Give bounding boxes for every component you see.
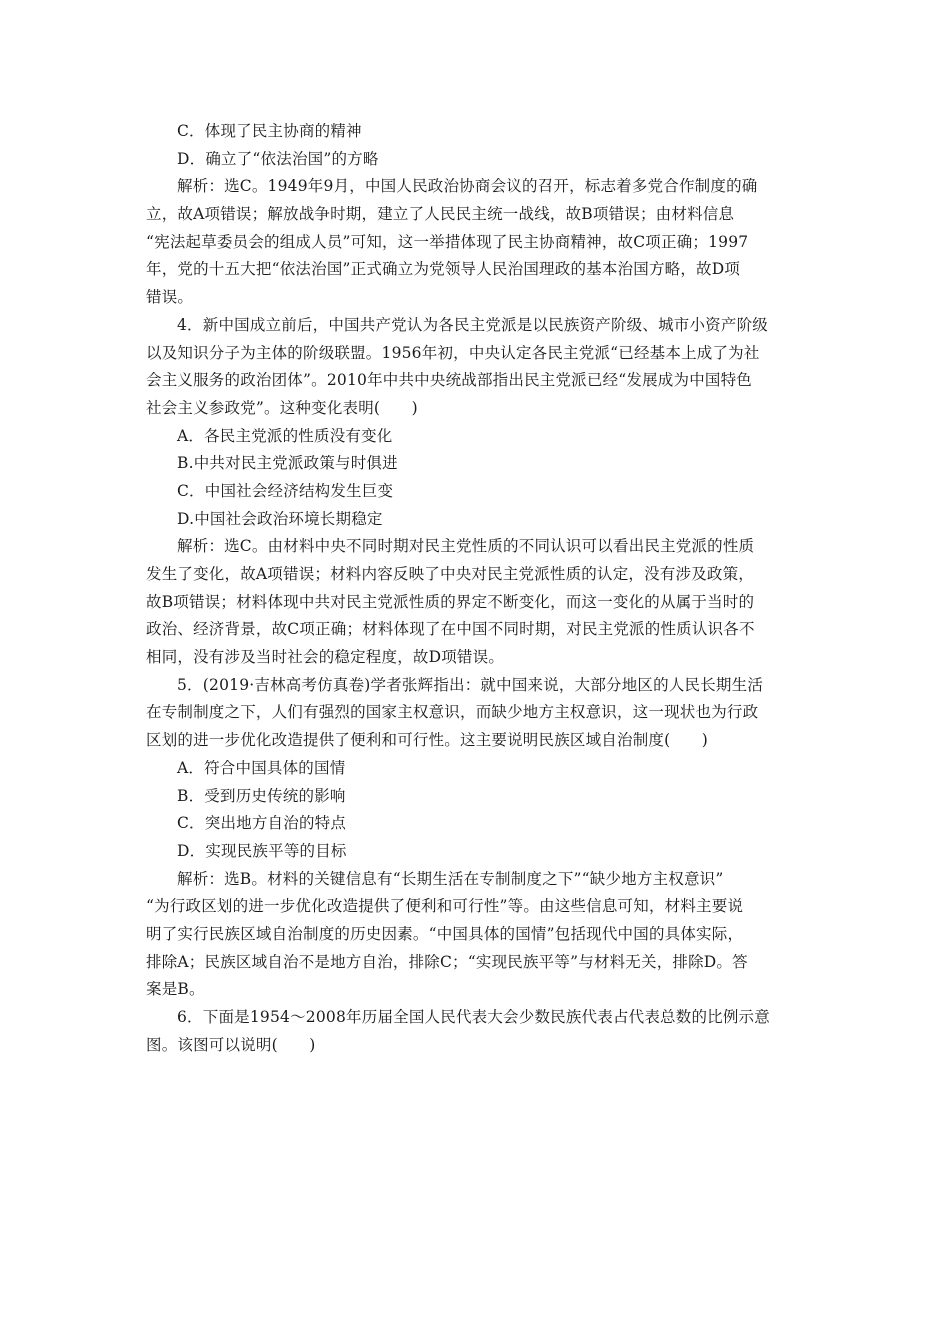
question-line: 会主义服务的政治团体”。2010年中共中央统战部指出民主党派已经“发展成为中国特色 xyxy=(146,371,752,390)
option-b: B．受到历史传统的影响 xyxy=(177,786,346,805)
question-line: 以及知识分子为主体的阶级联盟。1956年初，中央认定各民主党派“已经基本上成了为社 xyxy=(146,343,760,362)
option-d: D．实现民族平等的目标 xyxy=(177,841,347,860)
analysis-line: “为行政区划的进一步优化改造提供了便利和可行性”等。由这些信息可知，材料主要说 xyxy=(146,897,744,916)
analysis-line: 错误。 xyxy=(146,288,194,307)
option-b: B.中共对民主党派政策与时俱进 xyxy=(177,454,398,473)
analysis-paragraph: 解析：选C。1949年9月，中国人民政治协商会议的召开，标志着多党合作制度的确 xyxy=(177,177,758,196)
analysis-line: 发生了变化，故A项错误；材料内容反映了中央对民主党派性质的认定，没有涉及政策， xyxy=(146,565,754,583)
option-c: C．中国社会经济结构发生巨变 xyxy=(177,481,394,500)
analysis-line: 年，党的十五大把“依法治国”正式确立为党领导人民治国理政的基本治国方略，故D项 xyxy=(146,260,741,279)
analysis-line: “宪法起草委员会的组成人员”可知，这一举措体现了民主协商精神，故C项正确；1997 xyxy=(146,232,749,251)
analysis-line: 故B项错误；材料体现中共对民主党派性质的界定不断变化，而这一变化的从属于当时的 xyxy=(146,592,755,611)
question-line: 社会主义参政党”。这种变化表明( ) xyxy=(146,398,418,417)
question-line: 图。该图可以说明( ) xyxy=(146,1035,316,1054)
option-d: D．确立了“依法治国”的方略 xyxy=(177,149,379,168)
question-4: 4．新中国成立前后，中国共产党认为各民主党派是以民族资产阶级、城市小资产阶级 xyxy=(177,315,768,334)
option-a: A．各民主党派的性质没有变化 xyxy=(177,426,393,445)
question-6: 6．下面是1954～2008年历届全国人民代表大会少数民族代表占代表总数的比例示意 xyxy=(177,1008,770,1026)
analysis-paragraph: 解析：选C。由材料中央不同时期对民主党性质的不同认识可以看出民主党派的性质 xyxy=(177,537,755,556)
analysis-line: 案是B。 xyxy=(146,980,205,999)
option-c: C．突出地方自治的特点 xyxy=(177,814,347,833)
question-5: 5．(2019·吉林高考仿真卷)学者张辉指出：就中国来说，大部分地区的人民长期生活 xyxy=(177,675,764,694)
question-line: 在专制制度之下，人们有强烈的国家主权意识，而缺少地方主权意识，这一现状也为行政 xyxy=(146,703,759,722)
analysis-line: 立，故A项错误；解放战争时期，建立了人民民主统一战线，故B项错误；由材料信息 xyxy=(146,205,735,224)
question-line: 区划的进一步优化改造提供了便利和可行性。这主要说明民族区域自治制度( ) xyxy=(146,731,708,750)
analysis-line: 政治、经济背景，故C项正确；材料体现了在中国不同时期，对民主党派的性质认识各不 xyxy=(146,620,755,639)
analysis-paragraph: 解析：选B。材料的关键信息有“长期生活在专制制度之下”“缺少地方主权意识” xyxy=(177,869,724,888)
analysis-line: 相同，没有涉及当时社会的稳定程度，故D项错误。 xyxy=(146,648,505,667)
option-c: C．体现了民主协商的精神 xyxy=(177,122,362,140)
analysis-line: 明了实行民族区域自治制度的历史因素。“中国具体的国情”包括现代中国的具体实际， xyxy=(146,924,744,943)
option-d: D.中国社会政治环境长期稳定 xyxy=(177,509,383,528)
analysis-line: 排除A；民族区域自治不是地方自治，排除C；“实现民族平等”与材料无关，排除D。答 xyxy=(146,952,748,971)
option-a: A．符合中国具体的国情 xyxy=(177,758,346,777)
document-page xyxy=(146,118,806,1059)
